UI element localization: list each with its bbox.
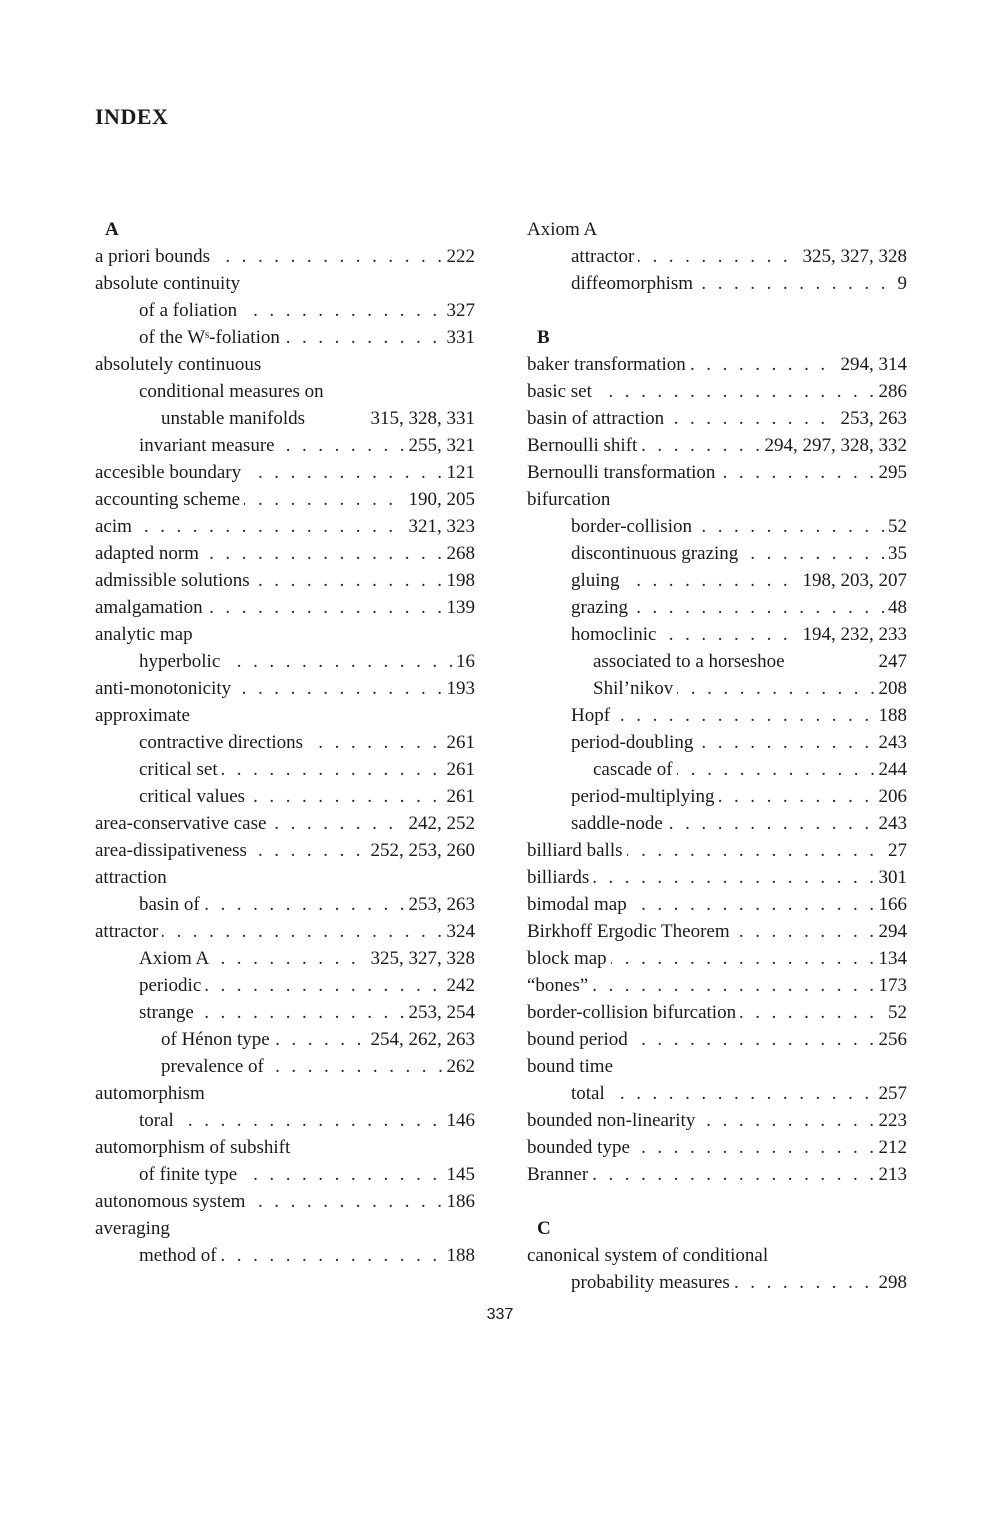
index-entry bbox=[95, 1134, 475, 1161]
entry-pages: 253, 254 bbox=[405, 999, 476, 1026]
entry-term: critical values bbox=[139, 783, 249, 810]
index-entry bbox=[95, 837, 475, 864]
entry-pages: 52 bbox=[884, 513, 907, 540]
index-column-left bbox=[95, 216, 475, 1269]
index-subentry bbox=[527, 1080, 907, 1107]
entry-term: Bernoulli transformation bbox=[527, 459, 719, 486]
index-subentry bbox=[527, 513, 907, 540]
entry-term: accesible boundary bbox=[95, 459, 245, 486]
entry-pages: 255, 321 bbox=[405, 432, 476, 459]
index-entry bbox=[527, 972, 907, 999]
index-subentry bbox=[95, 783, 475, 810]
entry-pages: 146 bbox=[443, 1107, 476, 1134]
index-subentry bbox=[95, 1161, 475, 1188]
index-entry bbox=[95, 513, 475, 540]
entry-term: billiard balls bbox=[527, 837, 627, 864]
index-subentry bbox=[95, 945, 475, 972]
entry-pages: 254, 262, 263 bbox=[367, 1026, 476, 1053]
entry-term: area-conservative case bbox=[95, 810, 270, 837]
entry-pages: 173 bbox=[875, 972, 908, 999]
section-letter: C bbox=[537, 1218, 551, 1239]
entry-term: attractor bbox=[95, 918, 162, 945]
entry-term: Hopf bbox=[571, 702, 614, 729]
entry-pages: 301 bbox=[875, 864, 908, 891]
index-subentry bbox=[95, 1242, 475, 1269]
entry-term: of finite type bbox=[139, 1161, 241, 1188]
index-subentry bbox=[95, 297, 475, 324]
entry-term: period-doubling bbox=[571, 729, 697, 756]
entry-term: basin of attraction bbox=[527, 405, 668, 432]
entry-term: bound period bbox=[527, 1026, 632, 1053]
entry-term: period-multiplying bbox=[571, 783, 719, 810]
index-subentry bbox=[527, 702, 907, 729]
index-subentry bbox=[527, 567, 907, 594]
entry-pages: 294, 314 bbox=[837, 351, 908, 378]
section-letter: B bbox=[537, 327, 550, 348]
index-subentry bbox=[527, 243, 907, 270]
entry-term: block map bbox=[527, 945, 611, 972]
entry-pages: 198 bbox=[443, 567, 476, 594]
index-entry bbox=[95, 1188, 475, 1215]
index-entry bbox=[95, 459, 475, 486]
entry-term: attractor bbox=[571, 243, 638, 270]
section-gap bbox=[527, 297, 907, 324]
entry-pages: 52 bbox=[884, 999, 907, 1026]
entry-term: automorphism of subshift bbox=[95, 1134, 294, 1161]
index-entry bbox=[95, 675, 475, 702]
entry-pages: 145 bbox=[443, 1161, 476, 1188]
entry-pages: 325, 327, 328 bbox=[799, 243, 908, 270]
entry-term: discontinuous grazing bbox=[571, 540, 742, 567]
entry-term: border-collision bifurcation bbox=[527, 999, 740, 1026]
index-subentry bbox=[95, 405, 475, 432]
index-subentry bbox=[95, 972, 475, 999]
index-entry bbox=[527, 405, 907, 432]
entry-term: toral bbox=[139, 1107, 178, 1134]
index-entry bbox=[527, 432, 907, 459]
index-entry bbox=[95, 486, 475, 513]
entry-term: critical set bbox=[139, 756, 222, 783]
entry-pages: 261 bbox=[443, 756, 476, 783]
index-entry bbox=[95, 351, 475, 378]
entry-pages: 194, 232, 233 bbox=[799, 621, 908, 648]
entry-term: Branner bbox=[527, 1161, 592, 1188]
index-entry bbox=[527, 1161, 907, 1188]
entry-pages: 190, 205 bbox=[405, 486, 476, 513]
entry-pages: 48 bbox=[884, 594, 907, 621]
entry-term: Bernoulli shift bbox=[527, 432, 641, 459]
entry-term: a priori bounds bbox=[95, 243, 214, 270]
entry-pages: 212 bbox=[875, 1134, 908, 1161]
entry-term: invariant measure bbox=[139, 432, 279, 459]
entry-term: canonical system of conditional bbox=[527, 1242, 772, 1269]
entry-pages: 331 bbox=[443, 324, 476, 351]
entry-term: grazing bbox=[571, 594, 632, 621]
entry-pages: 247 bbox=[875, 648, 908, 675]
entry-pages: 9 bbox=[894, 270, 908, 297]
entry-term: baker transformation bbox=[527, 351, 690, 378]
index-entry bbox=[95, 1215, 475, 1242]
entry-pages: 222 bbox=[443, 243, 476, 270]
entry-pages: 242 bbox=[443, 972, 476, 999]
index-entry bbox=[527, 1053, 907, 1080]
index-entry bbox=[527, 891, 907, 918]
entry-term: bimodal map bbox=[527, 891, 631, 918]
index-subentry bbox=[95, 999, 475, 1026]
index-entry bbox=[527, 1107, 907, 1134]
index-entry bbox=[95, 810, 475, 837]
page-number: 337 bbox=[486, 1306, 514, 1323]
index-entry bbox=[527, 1242, 907, 1269]
entry-term: accounting scheme bbox=[95, 486, 244, 513]
entry-pages: 324 bbox=[443, 918, 476, 945]
index-subentry bbox=[95, 729, 475, 756]
entry-term: bounded non-linearity bbox=[527, 1107, 699, 1134]
entry-term: strange bbox=[139, 999, 198, 1026]
entry-term: method of bbox=[139, 1242, 221, 1269]
index-subentry bbox=[95, 432, 475, 459]
entry-pages: 268 bbox=[443, 540, 476, 567]
entry-pages: 198, 203, 207 bbox=[799, 567, 908, 594]
entry-pages: 242, 252 bbox=[405, 810, 476, 837]
entry-term: automorphism bbox=[95, 1080, 209, 1107]
entry-term: amalgamation bbox=[95, 594, 207, 621]
section-letter: A bbox=[105, 219, 119, 240]
entry-pages: 244 bbox=[875, 756, 908, 783]
index-subentry bbox=[95, 1053, 475, 1080]
entry-term: conditional measures on bbox=[139, 378, 328, 405]
index-subentry bbox=[527, 1269, 907, 1296]
index-subentry bbox=[527, 621, 907, 648]
entry-pages: 294 bbox=[875, 918, 908, 945]
entry-pages: 253, 263 bbox=[405, 891, 476, 918]
entry-pages: 188 bbox=[443, 1242, 476, 1269]
entry-pages: 252, 253, 260 bbox=[367, 837, 476, 864]
entry-term: area-dissipativeness bbox=[95, 837, 251, 864]
index-subentry bbox=[95, 1107, 475, 1134]
index-entry bbox=[95, 702, 475, 729]
entry-term: homoclinic bbox=[571, 621, 660, 648]
entry-term: cascade of bbox=[593, 756, 677, 783]
index-subentry bbox=[527, 756, 907, 783]
entry-term: autonomous system bbox=[95, 1188, 249, 1215]
entry-pages: 261 bbox=[443, 729, 476, 756]
index-entry bbox=[527, 1134, 907, 1161]
entry-pages: 213 bbox=[875, 1161, 908, 1188]
entry-term: bound time bbox=[527, 1053, 617, 1080]
entry-term: basic set bbox=[527, 378, 596, 405]
index-subentry bbox=[95, 378, 475, 405]
entry-term: adapted norm bbox=[95, 540, 203, 567]
entry-term: acim bbox=[95, 513, 136, 540]
entry-pages: 325, 327, 328 bbox=[367, 945, 476, 972]
entry-term: analytic map bbox=[95, 621, 197, 648]
entry-term: Birkhoff Ergodic Theorem bbox=[527, 918, 734, 945]
index-subentry bbox=[527, 675, 907, 702]
entry-pages: 243 bbox=[875, 810, 908, 837]
entry-term: averaging bbox=[95, 1215, 174, 1242]
entry-term: of a foliation bbox=[139, 297, 241, 324]
entry-pages: 223 bbox=[875, 1107, 908, 1134]
index-entry bbox=[95, 243, 475, 270]
entry-pages: 256 bbox=[875, 1026, 908, 1053]
page-title: INDEX bbox=[95, 104, 169, 129]
entry-pages: 134 bbox=[875, 945, 908, 972]
entry-term: diffeomorphism bbox=[571, 270, 697, 297]
entry-pages: 139 bbox=[443, 594, 476, 621]
index-entry bbox=[527, 837, 907, 864]
index-subentry bbox=[527, 540, 907, 567]
entry-term: absolutely continuous bbox=[95, 351, 265, 378]
entry-pages: 294, 297, 328, 332 bbox=[761, 432, 908, 459]
entry-pages: 193 bbox=[443, 675, 476, 702]
entry-term: approximate bbox=[95, 702, 194, 729]
entry-pages: 315, 328, 331 bbox=[367, 405, 476, 432]
section-gap bbox=[527, 1188, 907, 1215]
index-column-right bbox=[527, 216, 907, 1296]
index-entry bbox=[527, 999, 907, 1026]
entry-term: border-collision bbox=[571, 513, 696, 540]
index-subentry bbox=[527, 594, 907, 621]
index-entry bbox=[95, 567, 475, 594]
entry-term: “bones” bbox=[527, 972, 592, 999]
entry-pages: 295 bbox=[875, 459, 908, 486]
index-entry bbox=[527, 351, 907, 378]
index-entry bbox=[527, 1026, 907, 1053]
index-entry bbox=[95, 864, 475, 891]
entry-pages: 208 bbox=[875, 675, 908, 702]
entry-term: basin of bbox=[139, 891, 204, 918]
entry-pages: 261 bbox=[443, 783, 476, 810]
entry-term: Axiom A bbox=[527, 216, 601, 243]
index-subentry bbox=[95, 1026, 475, 1053]
entry-pages: 121 bbox=[443, 459, 476, 486]
entry-term: prevalence of bbox=[161, 1053, 268, 1080]
index-subentry bbox=[527, 729, 907, 756]
index-entry bbox=[95, 918, 475, 945]
entry-term: total bbox=[571, 1080, 609, 1107]
entry-pages: 188 bbox=[875, 702, 908, 729]
index-subentry bbox=[527, 783, 907, 810]
entry-term: saddle-node bbox=[571, 810, 667, 837]
entry-pages: 186 bbox=[443, 1188, 476, 1215]
entry-pages: 286 bbox=[875, 378, 908, 405]
entry-pages: 262 bbox=[443, 1053, 476, 1080]
entry-term: unstable manifolds bbox=[161, 405, 309, 432]
entry-pages: 166 bbox=[875, 891, 908, 918]
entry-pages: 298 bbox=[875, 1269, 908, 1296]
entry-pages: 35 bbox=[884, 540, 907, 567]
index-subentry bbox=[95, 756, 475, 783]
entry-term: admissible solutions bbox=[95, 567, 254, 594]
index-subentry bbox=[527, 648, 907, 675]
entry-term: anti-monotonicity bbox=[95, 675, 235, 702]
entry-term: Axiom A bbox=[139, 945, 213, 972]
index-subentry bbox=[95, 324, 475, 351]
entry-pages: 27 bbox=[884, 837, 907, 864]
entry-term: of Hénon type bbox=[161, 1026, 274, 1053]
entry-term: periodic bbox=[139, 972, 205, 999]
entry-pages: 16 bbox=[452, 648, 475, 675]
entry-pages: 327 bbox=[443, 297, 476, 324]
entry-term: bifurcation bbox=[527, 486, 614, 513]
index-entry bbox=[95, 594, 475, 621]
entry-pages: 321, 323 bbox=[405, 513, 476, 540]
index-subentry bbox=[95, 648, 475, 675]
index-subentry bbox=[527, 810, 907, 837]
index-entry bbox=[527, 945, 907, 972]
index-entry bbox=[95, 1080, 475, 1107]
index-subentry bbox=[95, 891, 475, 918]
entry-term: probability measures bbox=[571, 1269, 734, 1296]
entry-term: Shil’nikov bbox=[593, 675, 677, 702]
entry-term: bounded type bbox=[527, 1134, 634, 1161]
entry-pages: 257 bbox=[875, 1080, 908, 1107]
index-entry bbox=[527, 216, 907, 243]
index-entry bbox=[527, 378, 907, 405]
index-entry bbox=[95, 540, 475, 567]
index-entry bbox=[95, 621, 475, 648]
entry-pages: 243 bbox=[875, 729, 908, 756]
index-entry bbox=[527, 864, 907, 891]
entry-term: of the Wˢ-foliation bbox=[139, 324, 284, 351]
entry-term: absolute continuity bbox=[95, 270, 244, 297]
entry-term: contractive directions bbox=[139, 729, 307, 756]
entry-term: hyperbolic bbox=[139, 648, 224, 675]
entry-term: gluing bbox=[571, 567, 624, 594]
entry-term: associated to a horseshoe bbox=[593, 648, 789, 675]
entry-pages: 253, 263 bbox=[837, 405, 908, 432]
index-entry bbox=[527, 459, 907, 486]
entry-term: billiards bbox=[527, 864, 593, 891]
entry-pages: 206 bbox=[875, 783, 908, 810]
index-entry bbox=[527, 918, 907, 945]
entry-term: attraction bbox=[95, 864, 171, 891]
index-subentry bbox=[527, 270, 907, 297]
index-entry bbox=[527, 486, 907, 513]
index-entry bbox=[95, 270, 475, 297]
